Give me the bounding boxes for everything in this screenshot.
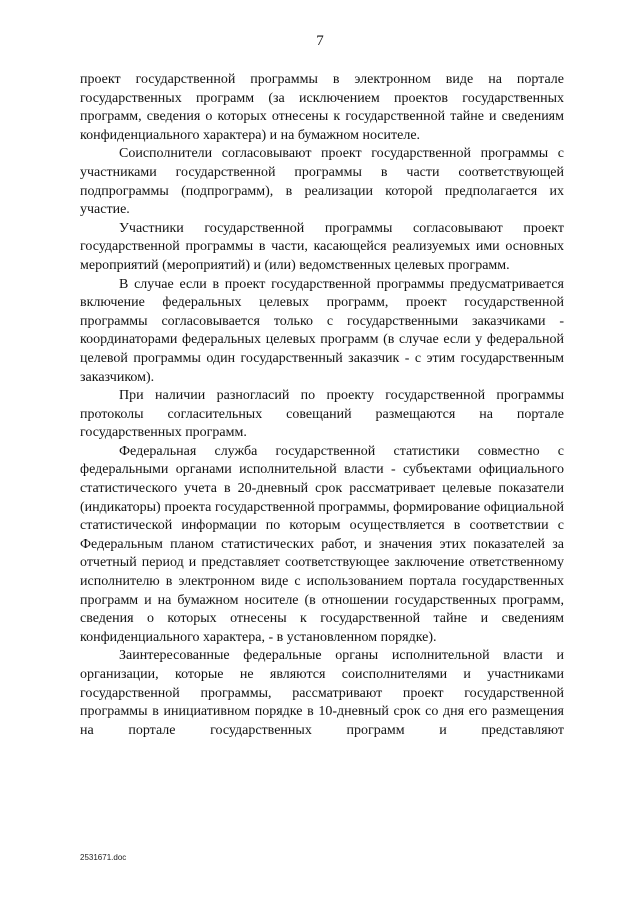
paragraph-coexecutors: Соисполнители согласовывают проект государственной программы с участниками государственной программы в части соответствующей подпрограммы (подпрограмм), в реализации которой предполагается их участие. <box>80 146 564 218</box>
paragraph-interested-bodies: Заинтересованные федеральные органы исполнительной власти и организации, которые не являются соисполнителями и участниками государственной программы, рассматривают проект государственной программы в инициативном порядке в 10-дневный срок со дня его размещения на портале государственных программ и представляют <box>80 648 564 738</box>
paragraph-participants: Участники государственной программы согласовывают проект государственной программы в части, касающейся реализуемых ими основных мероприятий (мероприятий) и (или) ведомственных целевых программ. <box>80 220 564 273</box>
document-filename: 2531671.doc <box>80 853 127 862</box>
paragraph-federal-target-programs: В случае если в проект государственной программы предусматривается включение федеральных целевых программ, проект государственной программы согласовывается только с государственными заказчиками - координаторами федеральных целевых программ (в случае если у федеральной целевой программы один государственный заказчик - с этим государственным заказчиком). <box>80 276 564 385</box>
paragraph-rosstat: Федеральная служба государственной статистики совместно с федеральными органами исполнительной власти - субъектами официального статистического учета в 20-дневный срок рассматривает целевые показатели (индикаторы) проекта государственной программы, формирование официальной статистической информации по которым осуществляется в соответствии с Федеральным планом статистических работ, и значения этих показателей за отчетный период и представляет соответствующее заключение ответственному исполнителю в электронном виде с использованием портала государственных программ и на бумажном носителе (в отношении государственных программ, сведения о которых отнесены к государственной тайне и сведениям конфиденциального характера, - в установленном порядке). <box>80 443 564 645</box>
paragraph-disagreements: При наличии разногласий по проекту государственной программы протоколы согласительных совещаний размещаются на портале государственных программ. <box>80 388 564 441</box>
paragraph-continuation: проект государственной программы в электронном виде на портале государственных программ (за исключением проектов государственных программ, сведения о которых отнесены к государственной тайне и сведениям конфиденциального характера) и на бумажном носителе. <box>80 72 564 143</box>
document-body <box>80 71 564 740</box>
page-number: 7 <box>316 33 324 49</box>
